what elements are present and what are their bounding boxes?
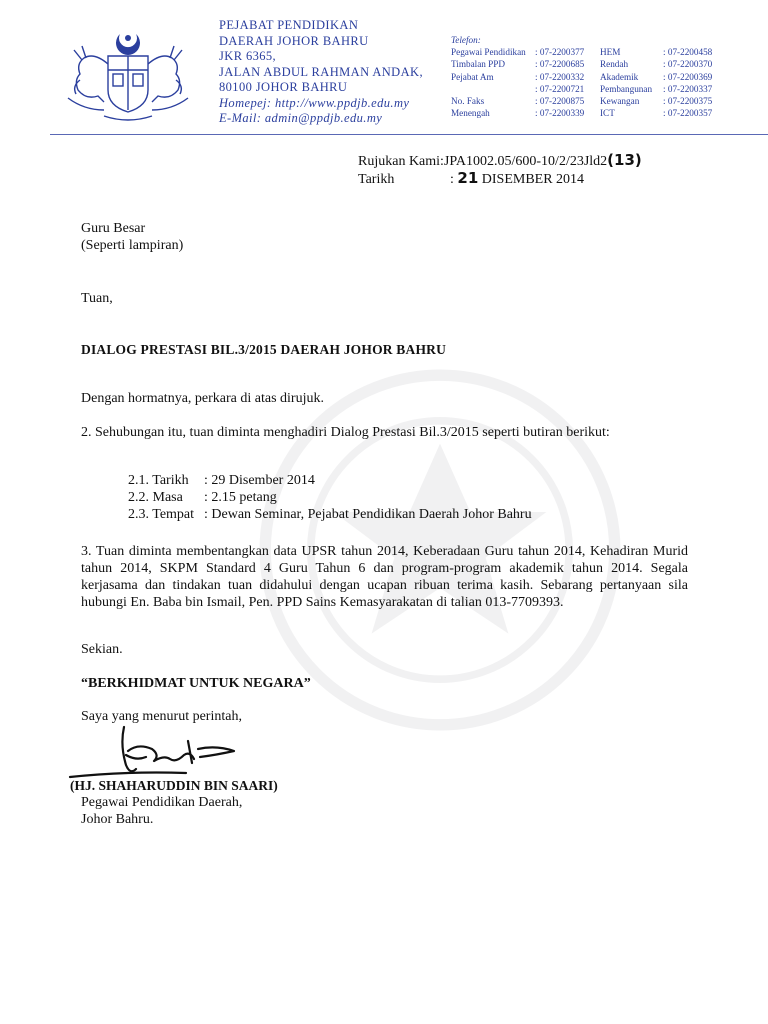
date-value: DISEMBER 2014 — [481, 172, 585, 187]
phone-number: : 07-2200685 — [535, 59, 585, 70]
office-postcode-line: 80100 JOHOR BAHRU — [219, 80, 348, 94]
signature-image — [66, 715, 256, 787]
reference-handwritten: (13) — [607, 151, 642, 169]
state-crest-logo — [64, 30, 192, 126]
phone-number: : 07-2200357 — [663, 108, 713, 119]
closing-text: Sekian. — [81, 642, 123, 657]
phone-number: : 07-2200875 — [535, 96, 585, 107]
phone-dept: Menengah — [451, 108, 490, 119]
signatory-place: Johor Bahru. — [81, 812, 154, 827]
paragraph-2: 2. Sehubungan itu, tuan diminta menghadiri Dialog Prestasi Bil.3/2015 seperti butiran berikut: — [81, 425, 610, 440]
recipient-block — [81, 220, 688, 254]
email-link[interactable]: E-Mail: admin@ppdjb.edu.my — [219, 111, 383, 125]
phone-number: : 07-2200332 — [535, 71, 585, 82]
item-value: : 29 Disember 2014 — [204, 473, 315, 488]
phone-dept: Pegawai Pendidikan — [451, 47, 526, 58]
phone-number: : 07-2200377 — [535, 47, 585, 58]
phone-number: : 07-2200721 — [535, 83, 585, 94]
item-value: : 2.15 petang — [204, 490, 277, 505]
office-address — [219, 18, 423, 127]
phone-number: : 07-2200370 — [663, 59, 713, 70]
details-list — [128, 472, 532, 523]
signatory-title-block — [81, 794, 688, 828]
phone-dept: Pembangunan — [600, 83, 653, 94]
phone-dept: Akademik — [600, 71, 639, 82]
table-row — [451, 58, 712, 70]
item-label: 2.3. Tempat — [128, 507, 195, 522]
letterhead-divider — [50, 134, 768, 135]
list-item — [128, 472, 532, 489]
paragraph-3: 3. Tuan diminta membentangkan data UPSR tahun 2014, Keberadaan Guru tahun 2014, Kehadiran Murid tahun 2014, SKPM Standard 4 Guru Tahun 6 dan program-program akademik tahun 2014. Segala kerjasama dan tindakan tuan didahului dengan ucapan ribuan terima kasih. Sebarang pertanyaan sila hubungi En. Baba bin Ismail, Pen. PPD Sains Kemasyarakatan di talian 013-7709393. — [81, 544, 688, 610]
signatory-name: (HJ. SHAHARUDDIN BIN SAARI) — [70, 778, 278, 793]
date-handwritten: 21 — [457, 169, 479, 187]
phone-number: : 07-2200337 — [663, 83, 713, 94]
office-district-line: DAERAH JOHOR BAHRU — [219, 33, 369, 48]
table-row — [451, 83, 712, 95]
list-item — [128, 489, 532, 506]
motto: “BERKHIDMAT UNTUK NEGARA” — [81, 676, 311, 691]
phone-table — [451, 46, 712, 119]
phone-number: : 07-2200369 — [663, 71, 713, 82]
reference-label: Rujukan Kami — [358, 154, 441, 169]
salutation: Tuan, — [81, 291, 113, 306]
item-label: 2.2. Masa — [128, 490, 183, 505]
item-value: : Dewan Seminar, Pejabat Pendidikan Daerah Johor Bahru — [204, 507, 532, 522]
date-colon: : — [450, 172, 454, 187]
phone-dept: No. Faks — [451, 96, 485, 107]
phone-dept: ICT — [600, 108, 615, 119]
item-label: 2.1. Tarikh — [128, 473, 189, 488]
office-box-line: JKR 6365, — [219, 49, 277, 63]
phone-directory — [451, 34, 712, 119]
signatory-title: Pegawai Pendidikan Daerah, — [81, 795, 243, 810]
phone-header: Telefon: — [451, 35, 481, 45]
table-row — [451, 71, 712, 83]
phone-dept: Timbalan PPD — [451, 59, 506, 70]
command-line: Saya yang menurut perintah, — [81, 709, 242, 724]
reference-line — [358, 152, 642, 170]
phone-dept: Kewangan — [600, 96, 640, 107]
date-label: Tarikh — [358, 172, 395, 187]
reference-value: :JPA1002.05/600-10/2/23Jld2 — [440, 154, 608, 169]
table-row — [451, 46, 712, 58]
homepage-link[interactable]: Homepej: http://www.ppdjb.edu.my — [219, 95, 410, 110]
recipient-line: (Seperti lampiran) — [81, 238, 184, 253]
phone-number: : 07-2200339 — [535, 108, 585, 119]
phone-number: : 07-2200375 — [663, 96, 713, 107]
reference-block — [358, 152, 642, 188]
office-street-line: JALAN ABDUL RAHMAN ANDAK, — [219, 64, 423, 79]
office-name-line: PEJABAT PENDIDIKAN — [219, 18, 359, 32]
subject-heading: DIALOG PRESTASI BIL.3/2015 DAERAH JOHOR BAHRU — [81, 342, 447, 357]
phone-dept — [451, 83, 535, 95]
date-line — [358, 170, 642, 188]
recipient-line: Guru Besar — [81, 221, 146, 236]
phone-dept: Rendah — [600, 59, 629, 70]
phone-number: : 07-2200458 — [663, 47, 713, 58]
phone-dept: Pejabat Am — [451, 71, 494, 82]
table-row — [451, 107, 712, 119]
paragraph-1: Dengan hormatnya, perkara di atas dirujuk. — [81, 391, 324, 406]
phone-dept: HEM — [600, 47, 621, 58]
table-row — [451, 95, 712, 107]
list-item — [128, 506, 532, 523]
